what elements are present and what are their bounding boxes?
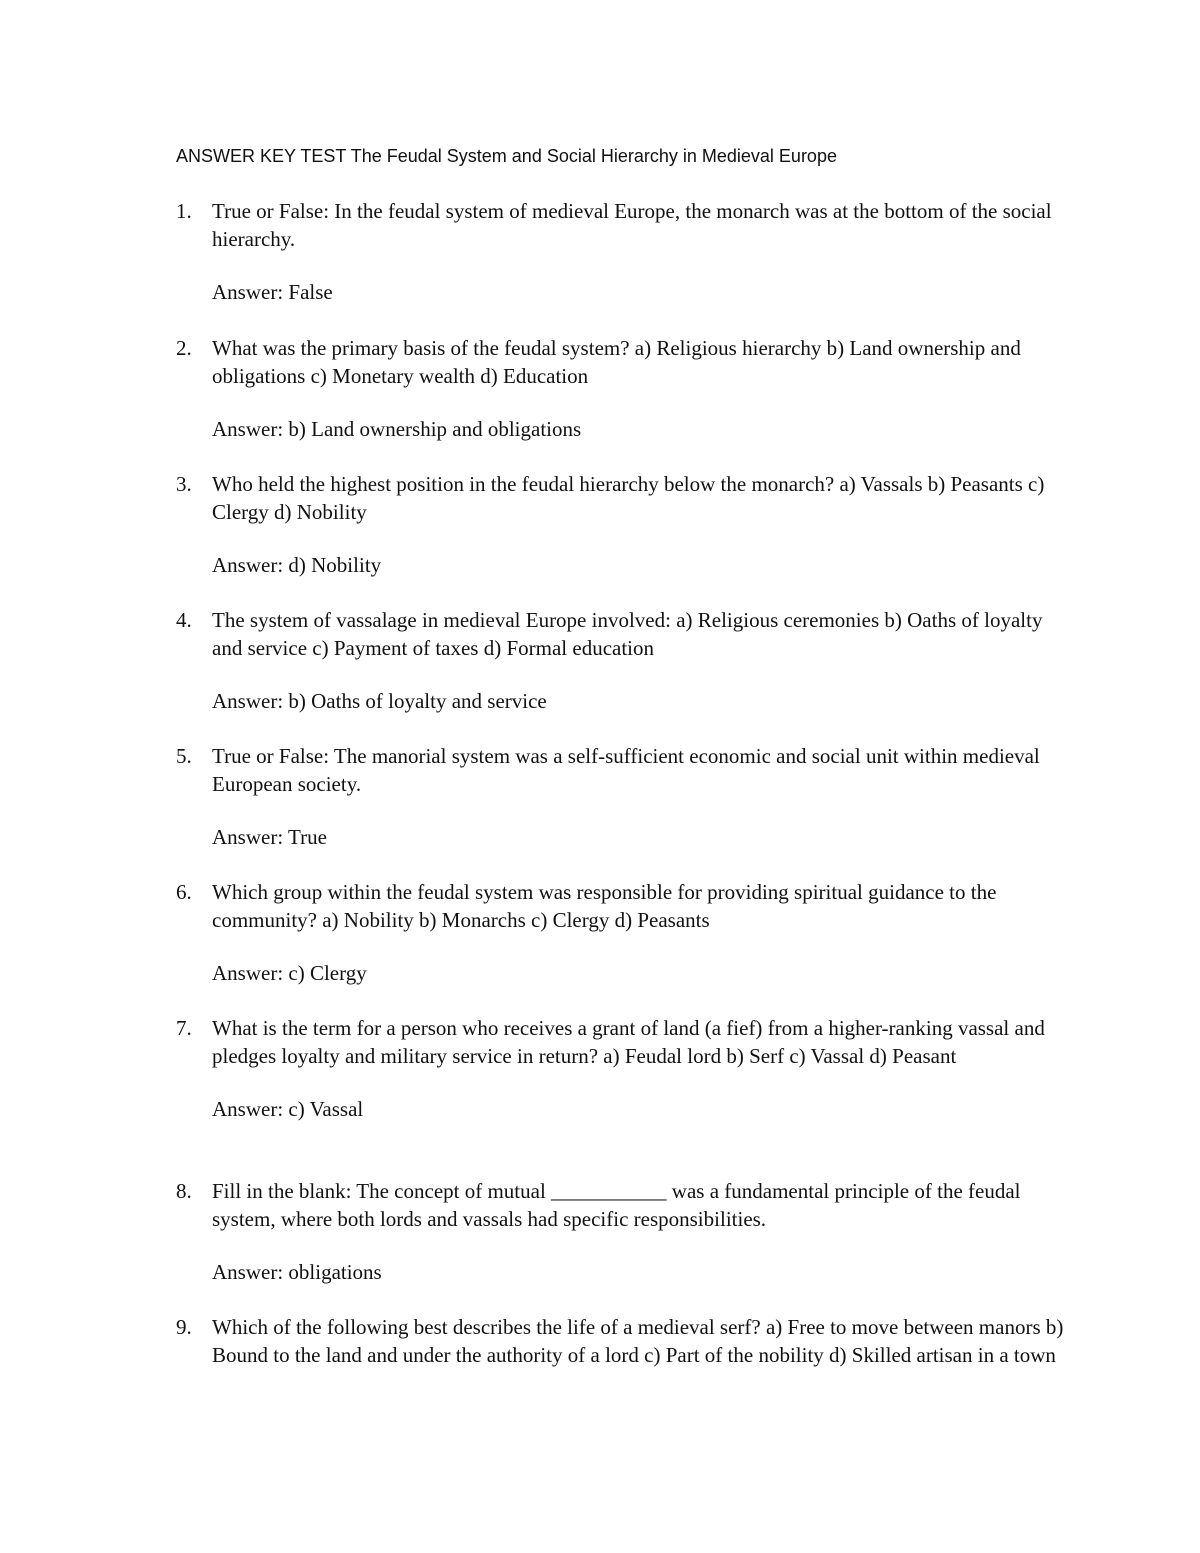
question-number: 7. [176, 1016, 192, 1040]
question-answer: Answer: b) Oaths of loyalty and service [212, 689, 547, 713]
question-number: 6. [176, 880, 192, 904]
question-2 [176, 335, 1066, 444]
question-answer: Answer: d) Nobility [212, 553, 382, 577]
page-title: ANSWER KEY TEST The Feudal System and Social Hierarchy in Medieval Europe [176, 146, 837, 166]
question-9 [176, 1314, 1066, 1369]
question-answer: Answer: False [212, 280, 333, 304]
question-number: 1. [176, 199, 192, 223]
question-text: True or False: The manorial system was a self-sufficient economic and social unit within medieval European society. [212, 744, 1040, 796]
question-number: 3. [176, 472, 192, 496]
question-text: Who held the highest position in the feudal hierarchy below the monarch? a) Vassals b) Peasants c) Clergy d) Nobility [212, 472, 1045, 524]
question-7 [176, 1015, 1066, 1124]
question-answer: Answer: obligations [212, 1260, 382, 1284]
question-1 [176, 198, 1066, 307]
question-8 [176, 1178, 1066, 1287]
question-5 [176, 743, 1066, 852]
question-text: Which of the following best describes the life of a medieval serf? a) Free to move between manors b) Bound to the land and under the authority of a lord c) Part of the nobility d) Skilled artisan in a town [212, 1315, 1064, 1367]
question-number: 8. [176, 1179, 192, 1203]
question-text: What is the term for a person who receives a grant of land (a fief) from a higher-ranking vassal and pledges loyalty and military service in return? a) Feudal lord b) Serf c) Vassal d) Peasant [212, 1016, 1045, 1068]
question-text: The system of vassalage in medieval Europe involved: a) Religious ceremonies b) Oaths of loyalty and service c) Payment of taxes d) Formal education [212, 608, 1043, 660]
question-number: 2. [176, 336, 192, 360]
question-answer: Answer: c) Vassal [212, 1097, 364, 1121]
question-6 [176, 879, 1066, 988]
question-answer: Answer: True [212, 825, 327, 849]
question-text: True or False: In the feudal system of medieval Europe, the monarch was at the bottom of the social hierarchy. [212, 199, 1052, 251]
question-3 [176, 471, 1066, 580]
question-text: Which group within the feudal system was responsible for providing spiritual guidance to the community? a) Nobility b) Monarchs c) Clergy d) Peasants [212, 880, 997, 932]
question-text: Fill in the blank: The concept of mutual ___________ was a fundamental principle of the feudal system, where both lords and vassals had specific responsibilities. [212, 1179, 1021, 1231]
question-number: 5. [176, 744, 192, 768]
question-answer: Answer: b) Land ownership and obligations [212, 417, 582, 441]
question-number: 9. [176, 1315, 192, 1339]
question-answer: Answer: c) Clergy [212, 961, 367, 985]
question-number: 4. [176, 608, 192, 632]
question-text: What was the primary basis of the feudal system? a) Religious hierarchy b) Land ownership and obligations c) Monetary wealth d) Education [212, 336, 1021, 388]
question-4 [176, 607, 1066, 716]
